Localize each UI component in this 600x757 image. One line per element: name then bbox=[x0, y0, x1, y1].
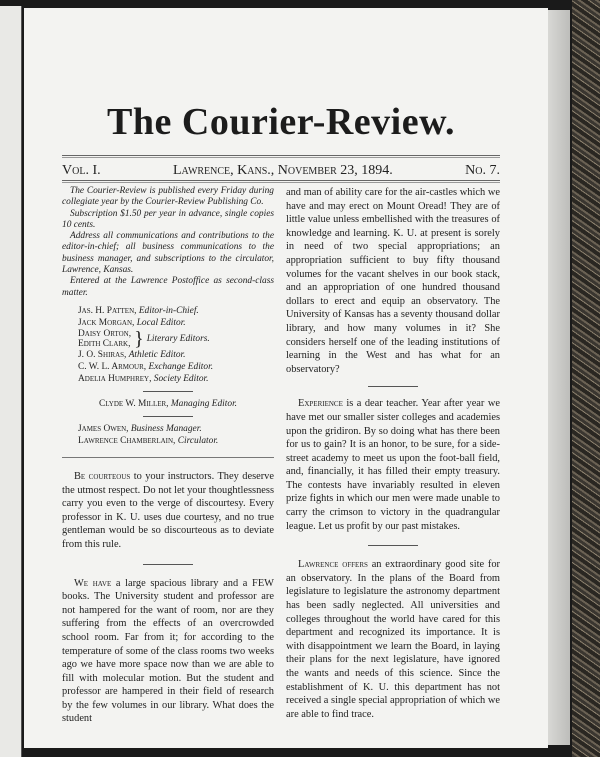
divider bbox=[143, 391, 193, 392]
staff-role: Business Manager. bbox=[130, 423, 202, 434]
divider bbox=[143, 564, 193, 565]
editorial-courtesy bbox=[62, 470, 274, 552]
volume: Vol. I. bbox=[62, 163, 101, 178]
divider bbox=[368, 386, 418, 387]
marbled-binding bbox=[572, 0, 600, 757]
page-edge bbox=[548, 10, 570, 745]
section-rule bbox=[62, 457, 274, 458]
brace: } bbox=[134, 327, 144, 350]
business-staff bbox=[78, 423, 274, 447]
divider bbox=[368, 545, 418, 546]
left-column bbox=[62, 186, 274, 726]
staff-name: Jas. H. Patten, bbox=[78, 305, 137, 316]
newspaper-title: The Courier-Review. bbox=[107, 101, 455, 143]
staff-role: Circulator. bbox=[177, 435, 219, 446]
lead-in: We have bbox=[74, 577, 112, 589]
staff-name: J. O. Shiras, bbox=[78, 349, 127, 360]
editorial-experience bbox=[286, 397, 500, 533]
managing-editor bbox=[62, 398, 274, 410]
body-text: to your instructors. They deserve the utmost respect. Do not let your thoughtlessness carry you even to the verge of discourtesy. Every professor in K. U. uses due courtesy, and no true gentleman would be so discourteous as to deviate from this rule. bbox=[62, 470, 274, 550]
right-column bbox=[286, 186, 500, 721]
subscription-note: Subscription $1.50 per year in advance, single copies 10 cents. bbox=[62, 208, 274, 230]
lead-in: Be courteous bbox=[74, 470, 131, 482]
staff-role: Exchange Editor. bbox=[148, 361, 214, 372]
staff-role: Local Editor. bbox=[136, 317, 186, 328]
adjacent-page bbox=[0, 6, 22, 757]
bottom-rule bbox=[62, 180, 500, 183]
issue-line bbox=[62, 163, 500, 179]
staff-role: Literary Editors. bbox=[146, 333, 210, 344]
body-text: is a dear teacher. Year after year we have met our smaller sister colleges and academies upon the gridiron. By so doing what has there been for us to gain? It is an honor, to be sure, for a side-street academy to meet us upon the foot-ball field, and, financially, it has filled their empty treasury. The contests have invariably resulted in eleven prize fights in which our men were made unable to carry the crimson to victory in the quadrangular league. Let us profit by our past mistakes. bbox=[286, 398, 500, 532]
library-continuation: and man of ability care for the air-castles which we have and may erect on Mount Oread! They are of little value unless embellished with the treasures of knowledge and learning. K. U. at present is sorely in need of two special appropriations; an appropriation sufficient to buy fifty thousand volumes for the vacant shelves in our book stack, and an appropriation of one hundred thousand dollars to erect and equip an observatory. The University of Kansas has a seventy thousand dollar library, and how many volumes in it? She considers herself one of the leading institutions of learning in the West and has what for an observatory? bbox=[286, 187, 500, 375]
staff-name: Adelia Humphrey, bbox=[78, 373, 152, 384]
staff-name: James Owen, bbox=[78, 423, 129, 434]
staff-name: Clyde W. Miller, bbox=[98, 398, 169, 409]
lead-in: Lawrence offers bbox=[298, 559, 368, 571]
editorial-observatory bbox=[286, 558, 500, 721]
staff-name: Lawrence Chamberlain, bbox=[78, 435, 176, 446]
body-text: a large spacious library and a FEW books. The University student and professor are not hampered for the want of room, nor are they suffering from the effects of an overcrowded school room. Far from it; for according to the temperature of some of the class rooms two weeks ago we have more space now than we are able to fill with molecular motion. But the student and professor are hampered in their field of research by the few volumes in our library. What does the student bbox=[62, 577, 274, 725]
staff-name: Daisy Orton, bbox=[78, 328, 132, 339]
staff-list bbox=[78, 305, 274, 385]
staff-role: Managing Editor. bbox=[170, 398, 238, 409]
divider bbox=[143, 416, 193, 417]
staff-role: Athletic Editor. bbox=[128, 349, 186, 360]
address-note: Address all communications and contributions to the editor-in-chief; all business communications to the business manager, and subscriptions to the circulator, Lawrence, Kansas. bbox=[62, 231, 274, 276]
staff-role: Editor-in-Chief. bbox=[138, 305, 199, 316]
staff-role: Society Editor. bbox=[153, 373, 209, 384]
staff-name: Jack Morgan, bbox=[78, 317, 135, 328]
publication-note: The Courier-Review is published every Friday during collegiate year by the Courier-Review Publishing Co. bbox=[62, 186, 274, 208]
top-rule bbox=[62, 155, 500, 158]
issue-number: No. 7. bbox=[465, 163, 500, 178]
masthead-info bbox=[62, 186, 274, 299]
lead-in: Experience bbox=[298, 398, 343, 410]
dateline: Lawrence, Kans., November 23, 1894. bbox=[172, 163, 393, 178]
editorial-library bbox=[62, 577, 274, 727]
staff-name: C. W. L. Armour, bbox=[78, 361, 147, 372]
body-text: an extraordinary good site for an observatory. In the plans of the Board from legislature to legislature the astronomy department has been sadly neglected. All universities and colleges throughout the world have cared for this department and recognized its importance. It is with disappointment we learn the Board, in laying their plans for the next legislature, have ignored the wants and needs of this science. Since the establishment of K. U. this department has not received a single special appropriation of which we are able to find trace. bbox=[286, 559, 501, 720]
postoffice-note: Entered at the Lawrence Postoffice as second-class matter. bbox=[62, 276, 274, 298]
staff-name: Edith Clark, bbox=[78, 338, 131, 349]
